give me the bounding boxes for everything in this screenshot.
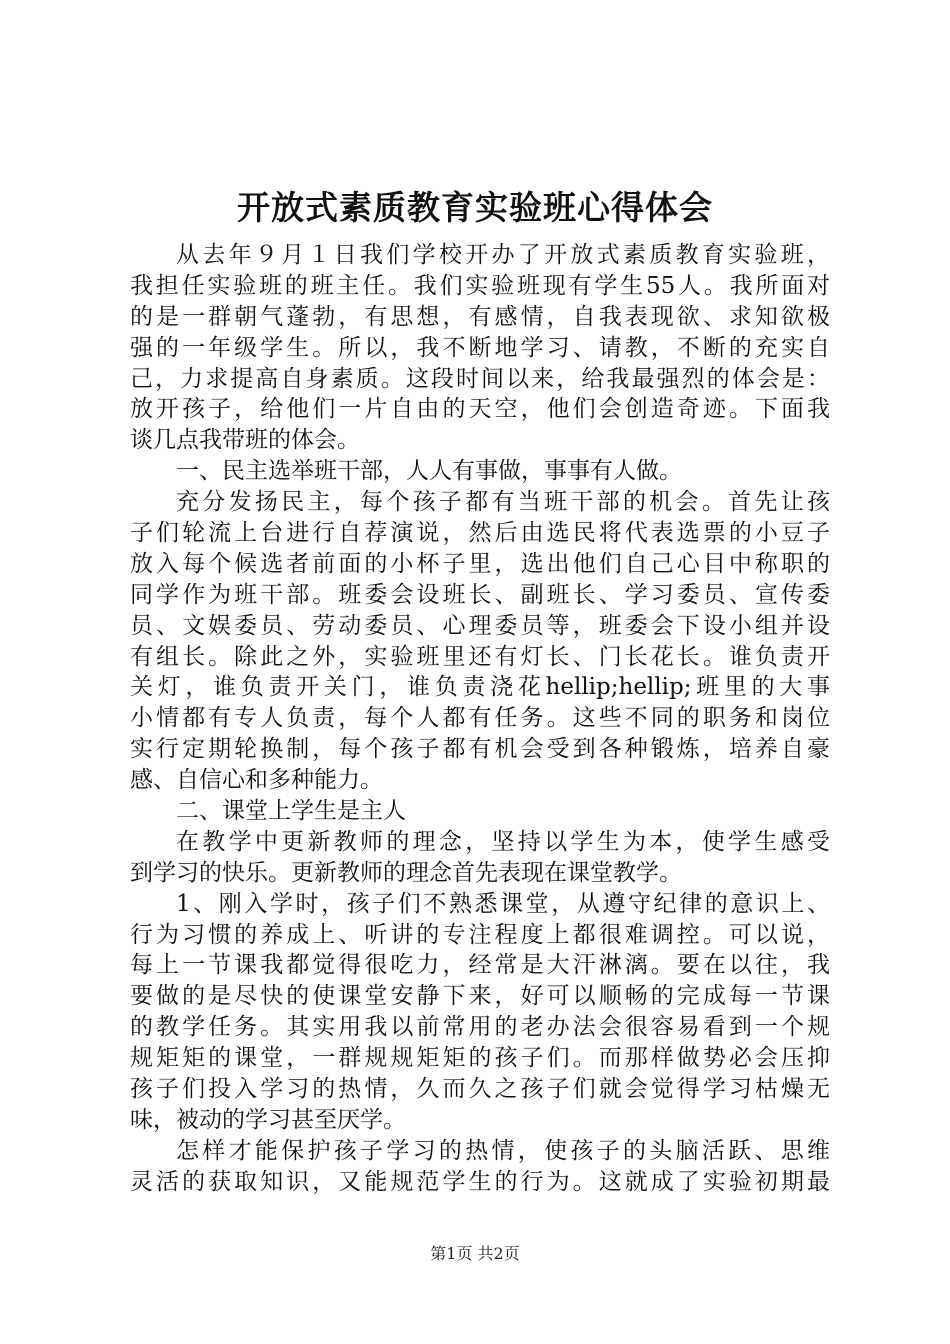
body-line: 从去年９月１日我们学校开办了开放式素质教育实验班，	[176, 242, 830, 268]
body-line: 每上一节课我都觉得很吃力，经常是大汗淋漓。要在以往，我	[130, 952, 830, 979]
document-title: 开放式素质教育实验班心得体会	[237, 188, 713, 227]
section-heading: 二、课堂上学生是主人	[176, 798, 406, 825]
page-footer: 第1页 共2页	[430, 1244, 520, 1263]
body-line: 味，被动的学习甚至厌学。	[130, 1106, 406, 1133]
body-line: 我担任实验班的班主任。我们实验班现有学生55人。我所面对	[130, 272, 830, 299]
body-line: 放入每个候选者前面的小杯子里，选出他们自己心目中称职的	[130, 550, 830, 577]
body-line: 在教学中更新教师的理念，坚持以学生为本，使学生感受	[176, 828, 830, 855]
body-line: 要做的是尽快的使课堂安静下来，好可以顺畅的完成每一节课	[130, 983, 830, 1010]
body-line: 到学习的快乐。更新教师的理念首先表现在课堂教学。	[130, 859, 682, 886]
body-line: 的是一群朝气蓬勃，有思想，有感情，自我表现欲、求知欲极	[130, 303, 830, 330]
document-body	[130, 240, 830, 1198]
body-line: 行为习惯的养成上、听讲的专注程度上都很难调控。可以说，	[130, 921, 830, 948]
body-line: 孩子们投入学习的热情，久而久之孩子们就会觉得学习枯燥无	[130, 1076, 830, 1103]
body-line: 灵活的获取知识，又能规范学生的行为。这就成了实验初期最	[130, 1168, 830, 1195]
body-line: 有组长。除此之外，实验班里还有灯长、门长花长。谁负责开	[130, 643, 830, 670]
body-line: 谈几点我带班的体会。	[130, 427, 360, 454]
body-line: 小情都有专人负责，每个人都有任务。这些不同的职务和岗位	[130, 705, 830, 732]
section-heading: 一、民主选举班干部，人人有事做，事事有人做。	[176, 458, 682, 485]
body-line: 充分发扬民主，每个孩子都有当班干部的机会。首先让孩	[176, 489, 830, 516]
body-line: 己，力求提高自身素质。这段时间以来，给我最强烈的体会是：	[130, 365, 830, 392]
body-line: 规矩矩的课堂，一群规规矩矩的孩子们。而那样做势必会压抑	[130, 1045, 830, 1072]
body-line: 1、刚入学时，孩子们不熟悉课堂，从遵守纪律的意识上、	[176, 890, 830, 917]
body-line: 员、文娱委员、劳动委员、心理委员等，班委会下设小组并设	[130, 612, 830, 639]
body-line: 关灯，谁负责开关门，谁负责浇花hellip;hellip;班里的大事	[130, 674, 830, 701]
body-line: 同学作为班干部。班委会设班长、副班长、学习委员、宣传委	[130, 581, 830, 608]
body-line: 的教学任务。其实用我以前常用的老办法会很容易看到一个规	[130, 1014, 830, 1041]
body-line: 放开孩子，给他们一片自由的天空，他们会创造奇迹。下面我	[130, 396, 830, 423]
body-line: 子们轮流上台进行自荐演说，然后由选民将代表选票的小豆子	[130, 520, 830, 547]
body-line: 实行定期轮换制，每个孩子都有机会受到各种锻炼，培养自豪	[130, 736, 830, 763]
body-line: 怎样才能保护孩子学习的热情，使孩子的头脑活跃、思维	[176, 1137, 830, 1164]
body-line: 感、自信心和多种能力。	[130, 767, 383, 794]
body-line: 强的一年级学生。所以，我不断地学习、请教，不断的充实自	[130, 334, 830, 361]
